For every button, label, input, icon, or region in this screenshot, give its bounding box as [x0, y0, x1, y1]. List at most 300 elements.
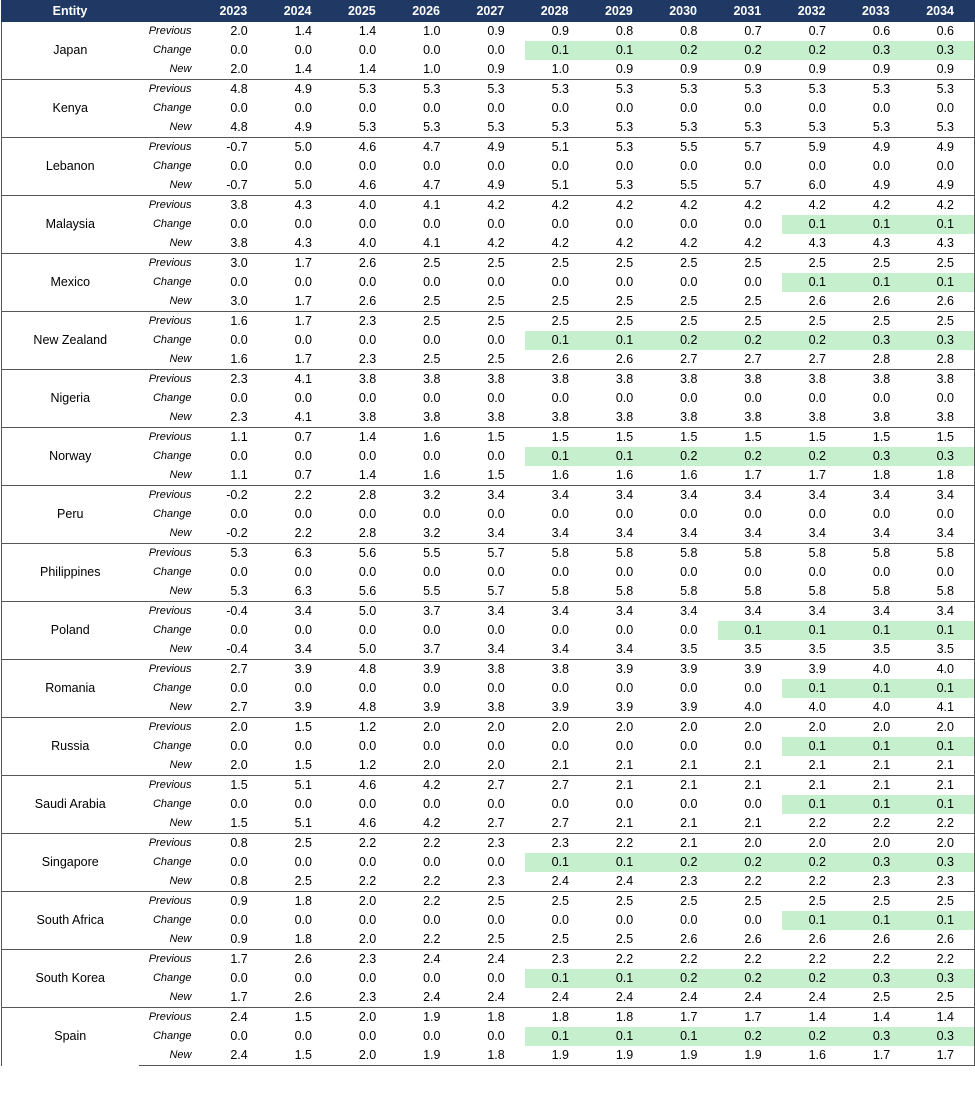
value-cell[interactable]: 0.1	[910, 621, 974, 640]
value-cell[interactable]: 1.6	[653, 466, 717, 486]
value-cell[interactable]: 2.3	[910, 872, 974, 892]
row-label-cell[interactable]: New	[139, 988, 204, 1008]
value-cell[interactable]: 0.3	[846, 969, 910, 988]
value-cell[interactable]: 0.0	[358, 1029, 377, 1043]
value-cell[interactable]: 0.1	[589, 41, 653, 60]
value-cell[interactable]: 1.7	[718, 466, 782, 486]
value-cell[interactable]: 5.8	[910, 544, 974, 564]
value-cell[interactable]: 2.1	[910, 756, 974, 776]
value-cell[interactable]: 0.1	[525, 41, 589, 60]
value-cell[interactable]: 2.5	[525, 292, 589, 312]
value-cell[interactable]: 3.4	[461, 486, 525, 506]
value-cell[interactable]: 5.8	[653, 582, 717, 602]
value-cell[interactable]: 1.9	[653, 1046, 717, 1066]
row-label-cell[interactable]: Change	[152, 856, 192, 868]
value-cell[interactable]: 4.8	[204, 118, 268, 138]
value-cell[interactable]: 0.9	[782, 60, 846, 80]
value-cell[interactable]: 2.3	[461, 834, 525, 854]
value-cell[interactable]: 0.0	[910, 563, 974, 582]
row-label-cell[interactable]: Previous	[139, 544, 204, 564]
value-cell[interactable]: 5.3	[718, 80, 782, 100]
value-cell[interactable]: 0.0	[680, 623, 698, 637]
value-cell[interactable]: 0.0	[358, 565, 377, 579]
value-cell[interactable]: 5.8	[846, 544, 910, 564]
value-cell[interactable]: 5.3	[846, 118, 910, 138]
value-cell[interactable]: 3.8	[461, 408, 525, 428]
value-cell[interactable]: 3.5	[910, 640, 974, 660]
value-cell[interactable]: 5.3	[589, 138, 653, 158]
value-cell[interactable]: 2.5	[782, 312, 846, 332]
value-cell[interactable]: 0.0	[423, 275, 441, 289]
value-cell[interactable]: 4.7	[396, 138, 460, 158]
value-cell[interactable]: 2.5	[718, 892, 782, 912]
value-cell[interactable]: 3.5	[846, 640, 910, 660]
value-cell[interactable]: 3.2	[396, 486, 460, 506]
year-header[interactable]: 2024	[268, 1, 332, 22]
value-cell[interactable]: 0.1	[525, 1027, 589, 1046]
value-cell[interactable]: 3.8	[718, 370, 782, 390]
value-cell[interactable]: 0.1	[589, 969, 653, 988]
year-header[interactable]: 2025	[332, 1, 396, 22]
value-cell[interactable]: 3.8	[332, 370, 396, 390]
entity-name-cell[interactable]: Saudi Arabia	[2, 776, 139, 834]
value-cell[interactable]: 1.7	[718, 1008, 782, 1028]
value-cell[interactable]: 5.6	[332, 582, 396, 602]
value-cell[interactable]: 2.5	[589, 892, 653, 912]
value-cell[interactable]: 0.0	[680, 797, 698, 811]
entity-name-cell[interactable]: Kenya	[2, 80, 139, 138]
value-cell[interactable]: 0.0	[294, 333, 312, 347]
value-cell[interactable]: 1.5	[846, 428, 910, 448]
row-label-cell[interactable]: New	[139, 872, 204, 892]
value-cell[interactable]: 0.0	[744, 913, 762, 927]
value-cell[interactable]: 0.0	[487, 913, 505, 927]
value-cell[interactable]: 2.5	[846, 892, 910, 912]
value-cell[interactable]: -0.4	[204, 640, 268, 660]
value-cell[interactable]: 1.4	[782, 1008, 846, 1028]
entity-name-cell[interactable]: Mexico	[2, 254, 139, 312]
value-cell[interactable]: 4.3	[910, 234, 974, 254]
value-cell[interactable]: 0.0	[487, 565, 505, 579]
value-cell[interactable]: 0.0	[230, 43, 248, 57]
value-cell[interactable]: 4.1	[396, 196, 460, 216]
value-cell[interactable]: 0.3	[910, 41, 974, 60]
value-cell[interactable]: 1.8	[525, 1008, 589, 1028]
value-cell[interactable]: 3.8	[525, 370, 589, 390]
value-cell[interactable]: 0.0	[423, 855, 441, 869]
value-cell[interactable]: 2.3	[204, 370, 268, 390]
value-cell[interactable]: 2.1	[846, 776, 910, 796]
year-header[interactable]: 2023	[204, 1, 268, 22]
value-cell[interactable]: 0.1	[910, 273, 974, 292]
value-cell[interactable]: 0.9	[718, 60, 782, 80]
value-cell[interactable]: 2.5	[782, 892, 846, 912]
row-label-cell[interactable]: Previous	[139, 602, 204, 622]
value-cell[interactable]: 2.0	[332, 1046, 396, 1066]
value-cell[interactable]: 0.0	[230, 565, 248, 579]
value-cell[interactable]: 2.5	[461, 312, 525, 332]
value-cell[interactable]: 2.3	[653, 872, 717, 892]
value-cell[interactable]: 5.3	[910, 80, 974, 100]
value-cell[interactable]: 3.4	[589, 640, 653, 660]
value-cell[interactable]: 0.1	[846, 795, 910, 814]
value-cell[interactable]: 0.0	[294, 159, 312, 173]
value-cell[interactable]: 5.3	[653, 118, 717, 138]
value-cell[interactable]: 2.6	[653, 930, 717, 950]
value-cell[interactable]: 2.7	[782, 350, 846, 370]
value-cell[interactable]: 0.2	[718, 331, 782, 350]
value-cell[interactable]: 2.4	[589, 872, 653, 892]
value-cell[interactable]: 0.1	[846, 679, 910, 698]
value-cell[interactable]: 5.5	[396, 582, 460, 602]
value-cell[interactable]: 0.0	[358, 797, 377, 811]
value-cell[interactable]: 2.5	[396, 254, 460, 274]
value-cell[interactable]: 3.4	[268, 640, 332, 660]
value-cell[interactable]: 1.0	[396, 22, 460, 42]
value-cell[interactable]: 2.5	[461, 254, 525, 274]
entity-name-cell[interactable]: Romania	[2, 660, 139, 718]
value-cell[interactable]: 0.0	[615, 565, 634, 579]
value-cell[interactable]: 2.5	[846, 254, 910, 274]
row-label-cell[interactable]: New	[139, 698, 204, 718]
value-cell[interactable]: 5.9	[782, 138, 846, 158]
value-cell[interactable]: 2.5	[525, 312, 589, 332]
value-cell[interactable]: 0.0	[680, 159, 698, 173]
value-cell[interactable]: 0.0	[910, 505, 974, 524]
row-label-cell[interactable]: New	[139, 814, 204, 834]
value-cell[interactable]: 2.3	[332, 988, 396, 1008]
value-cell[interactable]: 5.8	[846, 582, 910, 602]
value-cell[interactable]: 1.2	[332, 756, 396, 776]
value-cell[interactable]: -0.7	[204, 176, 268, 196]
value-cell[interactable]: 0.1	[782, 273, 846, 292]
value-cell[interactable]: 1.7	[268, 254, 332, 274]
value-cell[interactable]: 0.0	[294, 971, 312, 985]
value-cell[interactable]: 2.0	[204, 60, 268, 80]
value-cell[interactable]: 2.1	[782, 756, 846, 776]
value-cell[interactable]: 3.4	[589, 524, 653, 544]
value-cell[interactable]: 1.5	[461, 428, 525, 448]
value-cell[interactable]: 2.2	[396, 892, 460, 912]
value-cell[interactable]: 1.9	[718, 1046, 782, 1066]
value-cell[interactable]: 1.9	[396, 1046, 460, 1066]
entity-name-cell[interactable]: Lebanon	[2, 138, 139, 196]
value-cell[interactable]: 2.1	[718, 776, 782, 796]
value-cell[interactable]: 3.9	[268, 698, 332, 718]
value-cell[interactable]: 0.0	[358, 101, 377, 115]
value-cell[interactable]: 0.1	[910, 215, 974, 234]
value-cell[interactable]: 0.0	[294, 855, 312, 869]
value-cell[interactable]: 4.6	[332, 176, 396, 196]
value-cell[interactable]: 0.0	[551, 275, 569, 289]
value-cell[interactable]: 2.3	[332, 312, 396, 332]
value-cell[interactable]: 1.9	[589, 1046, 653, 1066]
value-cell[interactable]: 3.0	[204, 292, 268, 312]
value-cell[interactable]: 5.8	[718, 544, 782, 564]
value-cell[interactable]: 0.2	[718, 1027, 782, 1046]
value-cell[interactable]: 0.2	[653, 447, 717, 466]
value-cell[interactable]: 1.8	[846, 466, 910, 486]
value-cell[interactable]: 0.0	[615, 913, 634, 927]
value-cell[interactable]: 2.5	[396, 292, 460, 312]
value-cell[interactable]: 4.9	[846, 138, 910, 158]
value-cell[interactable]: 5.7	[718, 176, 782, 196]
value-cell[interactable]: 0.2	[653, 331, 717, 350]
value-cell[interactable]: 0.0	[551, 913, 569, 927]
entity-name-cell[interactable]: Norway	[2, 428, 139, 486]
value-cell[interactable]: 2.1	[589, 776, 653, 796]
value-cell[interactable]: 4.2	[910, 196, 974, 216]
value-cell[interactable]: 4.1	[910, 698, 974, 718]
value-cell[interactable]: 3.4	[846, 486, 910, 506]
value-cell[interactable]: 0.1	[846, 273, 910, 292]
value-cell[interactable]: 0.0	[423, 1029, 441, 1043]
value-cell[interactable]: 0.0	[230, 971, 248, 985]
value-cell[interactable]: 2.2	[589, 950, 653, 970]
value-cell[interactable]: 1.4	[332, 428, 396, 448]
value-cell[interactable]: 0.0	[551, 101, 569, 115]
value-cell[interactable]: 0.0	[551, 565, 569, 579]
value-cell[interactable]: 2.0	[332, 892, 396, 912]
value-cell[interactable]: 2.0	[204, 756, 268, 776]
value-cell[interactable]: 2.1	[910, 776, 974, 796]
value-cell[interactable]: 0.1	[782, 737, 846, 756]
value-cell[interactable]: 3.8	[653, 370, 717, 390]
value-cell[interactable]: 2.8	[332, 486, 396, 506]
value-cell[interactable]: 0.0	[294, 681, 312, 695]
value-cell[interactable]: 0.0	[615, 623, 634, 637]
value-cell[interactable]: 4.2	[846, 196, 910, 216]
value-cell[interactable]: 1.2	[332, 718, 396, 738]
value-cell[interactable]: 2.4	[525, 988, 589, 1008]
value-cell[interactable]: 2.1	[653, 834, 717, 854]
value-cell[interactable]: 1.5	[718, 428, 782, 448]
value-cell[interactable]: 0.0	[872, 565, 891, 579]
row-label-cell[interactable]: Change	[152, 450, 192, 462]
value-cell[interactable]: 2.5	[589, 292, 653, 312]
value-cell[interactable]: 0.0	[487, 623, 505, 637]
value-cell[interactable]: 0.2	[718, 41, 782, 60]
value-cell[interactable]: 2.5	[589, 930, 653, 950]
value-cell[interactable]: 0.0	[744, 275, 762, 289]
value-cell[interactable]: 0.0	[680, 101, 698, 115]
value-cell[interactable]: 2.5	[653, 312, 717, 332]
value-cell[interactable]: 3.4	[910, 602, 974, 622]
value-cell[interactable]: 5.3	[782, 80, 846, 100]
value-cell[interactable]: 1.6	[525, 466, 589, 486]
value-cell[interactable]: 0.0	[615, 797, 634, 811]
value-cell[interactable]: 4.2	[782, 196, 846, 216]
value-cell[interactable]: 0.0	[680, 565, 698, 579]
value-cell[interactable]: 0.9	[653, 60, 717, 80]
row-label-cell[interactable]: New	[139, 756, 204, 776]
value-cell[interactable]: 0.0	[744, 159, 762, 173]
value-cell[interactable]: 2.2	[718, 872, 782, 892]
value-cell[interactable]: 1.7	[268, 292, 332, 312]
value-cell[interactable]: 2.4	[461, 950, 525, 970]
value-cell[interactable]: 5.1	[525, 138, 589, 158]
value-cell[interactable]: 0.0	[294, 797, 312, 811]
value-cell[interactable]: 0.3	[910, 1027, 974, 1046]
value-cell[interactable]: 2.4	[204, 1046, 268, 1066]
value-cell[interactable]: 2.1	[718, 756, 782, 776]
value-cell[interactable]: 0.0	[680, 507, 698, 521]
value-cell[interactable]: 0.0	[230, 507, 248, 521]
value-cell[interactable]: 2.1	[782, 776, 846, 796]
value-cell[interactable]: 5.1	[268, 814, 332, 834]
value-cell[interactable]: 2.6	[846, 930, 910, 950]
entity-name-cell[interactable]: Peru	[2, 486, 139, 544]
value-cell[interactable]: 0.0	[487, 275, 505, 289]
row-label-cell[interactable]: Previous	[139, 950, 204, 970]
value-cell[interactable]: 4.2	[461, 196, 525, 216]
value-cell[interactable]: 0.0	[744, 681, 762, 695]
value-cell[interactable]: 0.0	[680, 913, 698, 927]
value-cell[interactable]: 2.5	[461, 350, 525, 370]
value-cell[interactable]: 0.0	[551, 507, 569, 521]
value-cell[interactable]: 0.0	[423, 739, 441, 753]
value-cell[interactable]: 0.2	[782, 331, 846, 350]
value-cell[interactable]: 2.5	[268, 834, 332, 854]
value-cell[interactable]: 3.9	[396, 698, 460, 718]
value-cell[interactable]: 3.4	[589, 486, 653, 506]
value-cell[interactable]: 4.6	[332, 776, 396, 796]
entity-name-cell[interactable]: Poland	[2, 602, 139, 660]
value-cell[interactable]: 3.4	[461, 640, 525, 660]
value-cell[interactable]: 0.1	[589, 1027, 653, 1046]
value-cell[interactable]: 5.0	[332, 602, 396, 622]
value-cell[interactable]: 0.0	[294, 565, 312, 579]
value-cell[interactable]: 0.0	[230, 913, 248, 927]
value-cell[interactable]: 0.0	[423, 217, 441, 231]
value-cell[interactable]: 1.7	[204, 950, 268, 970]
value-cell[interactable]: 4.2	[525, 196, 589, 216]
value-cell[interactable]: 0.9	[525, 22, 589, 42]
value-cell[interactable]: 5.5	[653, 176, 717, 196]
row-label-cell[interactable]: Change	[152, 1030, 192, 1042]
value-cell[interactable]: 3.8	[846, 370, 910, 390]
value-cell[interactable]: 5.5	[653, 138, 717, 158]
value-cell[interactable]: 5.8	[525, 582, 589, 602]
value-cell[interactable]: 1.8	[910, 466, 974, 486]
value-cell[interactable]: 3.9	[718, 660, 782, 680]
value-cell[interactable]: 2.2	[396, 834, 460, 854]
value-cell[interactable]: 0.0	[358, 681, 377, 695]
entity-name-cell[interactable]: Singapore	[2, 834, 139, 892]
value-cell[interactable]: 0.1	[589, 331, 653, 350]
value-cell[interactable]: 0.8	[653, 22, 717, 42]
value-cell[interactable]: 4.2	[461, 234, 525, 254]
value-cell[interactable]: 2.1	[653, 756, 717, 776]
value-cell[interactable]: 2.5	[910, 254, 974, 274]
value-cell[interactable]: 3.8	[332, 408, 396, 428]
value-cell[interactable]: 2.4	[396, 950, 460, 970]
value-cell[interactable]: 0.6	[910, 22, 974, 42]
value-cell[interactable]: 2.0	[332, 930, 396, 950]
value-cell[interactable]: 1.5	[268, 1046, 332, 1066]
row-label-cell[interactable]: New	[139, 292, 204, 312]
value-cell[interactable]: 3.4	[846, 524, 910, 544]
value-cell[interactable]: 2.5	[268, 872, 332, 892]
value-cell[interactable]: 4.2	[396, 814, 460, 834]
row-label-cell[interactable]: Previous	[139, 1008, 204, 1028]
value-cell[interactable]: 0.0	[358, 159, 377, 173]
value-cell[interactable]: 2.7	[718, 350, 782, 370]
value-cell[interactable]: 2.2	[782, 872, 846, 892]
value-cell[interactable]: 4.0	[846, 660, 910, 680]
row-label-cell[interactable]: New	[139, 930, 204, 950]
row-label-cell[interactable]: Change	[152, 508, 192, 520]
value-cell[interactable]: 4.8	[332, 698, 396, 718]
row-label-cell[interactable]: New	[139, 640, 204, 660]
value-cell[interactable]: 5.1	[525, 176, 589, 196]
value-cell[interactable]: 1.4	[268, 60, 332, 80]
value-cell[interactable]: 5.3	[525, 118, 589, 138]
value-cell[interactable]: 3.4	[910, 486, 974, 506]
value-cell[interactable]: 3.7	[396, 602, 460, 622]
value-cell[interactable]: 2.5	[396, 312, 460, 332]
value-cell[interactable]: 4.3	[846, 234, 910, 254]
entity-name-cell[interactable]: Spain	[2, 1008, 139, 1066]
value-cell[interactable]: 0.7	[268, 428, 332, 448]
value-cell[interactable]: 0.9	[461, 60, 525, 80]
value-cell[interactable]: 5.3	[589, 118, 653, 138]
value-cell[interactable]: 0.0	[910, 99, 974, 118]
value-cell[interactable]: 1.8	[461, 1008, 525, 1028]
value-cell[interactable]: 0.1	[910, 737, 974, 756]
value-cell[interactable]: 1.4	[268, 22, 332, 42]
value-cell[interactable]: 4.6	[332, 138, 396, 158]
value-cell[interactable]: 1.4	[846, 1008, 910, 1028]
value-cell[interactable]: 0.9	[589, 60, 653, 80]
value-cell[interactable]: 1.5	[910, 428, 974, 448]
value-cell[interactable]: 0.0	[358, 333, 377, 347]
value-cell[interactable]: 1.8	[589, 1008, 653, 1028]
year-header[interactable]: 2028	[525, 1, 589, 22]
value-cell[interactable]: 2.5	[461, 292, 525, 312]
value-cell[interactable]: 0.0	[487, 333, 505, 347]
value-cell[interactable]: 0.0	[423, 159, 441, 173]
value-cell[interactable]: 0.0	[423, 971, 441, 985]
value-cell[interactable]: 2.7	[525, 814, 589, 834]
value-cell[interactable]: 0.1	[653, 1027, 717, 1046]
value-cell[interactable]: 3.8	[461, 660, 525, 680]
value-cell[interactable]: 2.5	[910, 892, 974, 912]
value-cell[interactable]: 1.5	[782, 428, 846, 448]
value-cell[interactable]: 0.0	[680, 391, 698, 405]
row-label-cell[interactable]: Change	[152, 102, 192, 114]
value-cell[interactable]: 2.3	[204, 408, 268, 428]
value-cell[interactable]: 0.2	[782, 1027, 846, 1046]
value-cell[interactable]: 3.4	[782, 602, 846, 622]
value-cell[interactable]: 2.5	[525, 892, 589, 912]
value-cell[interactable]: 3.8	[461, 370, 525, 390]
value-cell[interactable]: 4.2	[396, 776, 460, 796]
value-cell[interactable]: 0.0	[358, 623, 377, 637]
value-cell[interactable]: 2.0	[461, 756, 525, 776]
value-cell[interactable]: 3.2	[396, 524, 460, 544]
value-cell[interactable]: 3.8	[589, 408, 653, 428]
value-cell[interactable]: 2.5	[846, 312, 910, 332]
value-cell[interactable]: 0.1	[846, 215, 910, 234]
value-cell[interactable]: 2.6	[782, 930, 846, 950]
value-cell[interactable]: 2.5	[718, 312, 782, 332]
value-cell[interactable]: 3.8	[782, 370, 846, 390]
value-cell[interactable]: 0.0	[744, 101, 762, 115]
value-cell[interactable]: 0.0	[230, 1029, 248, 1043]
value-cell[interactable]: 2.2	[332, 872, 396, 892]
value-cell[interactable]: 0.0	[294, 275, 312, 289]
